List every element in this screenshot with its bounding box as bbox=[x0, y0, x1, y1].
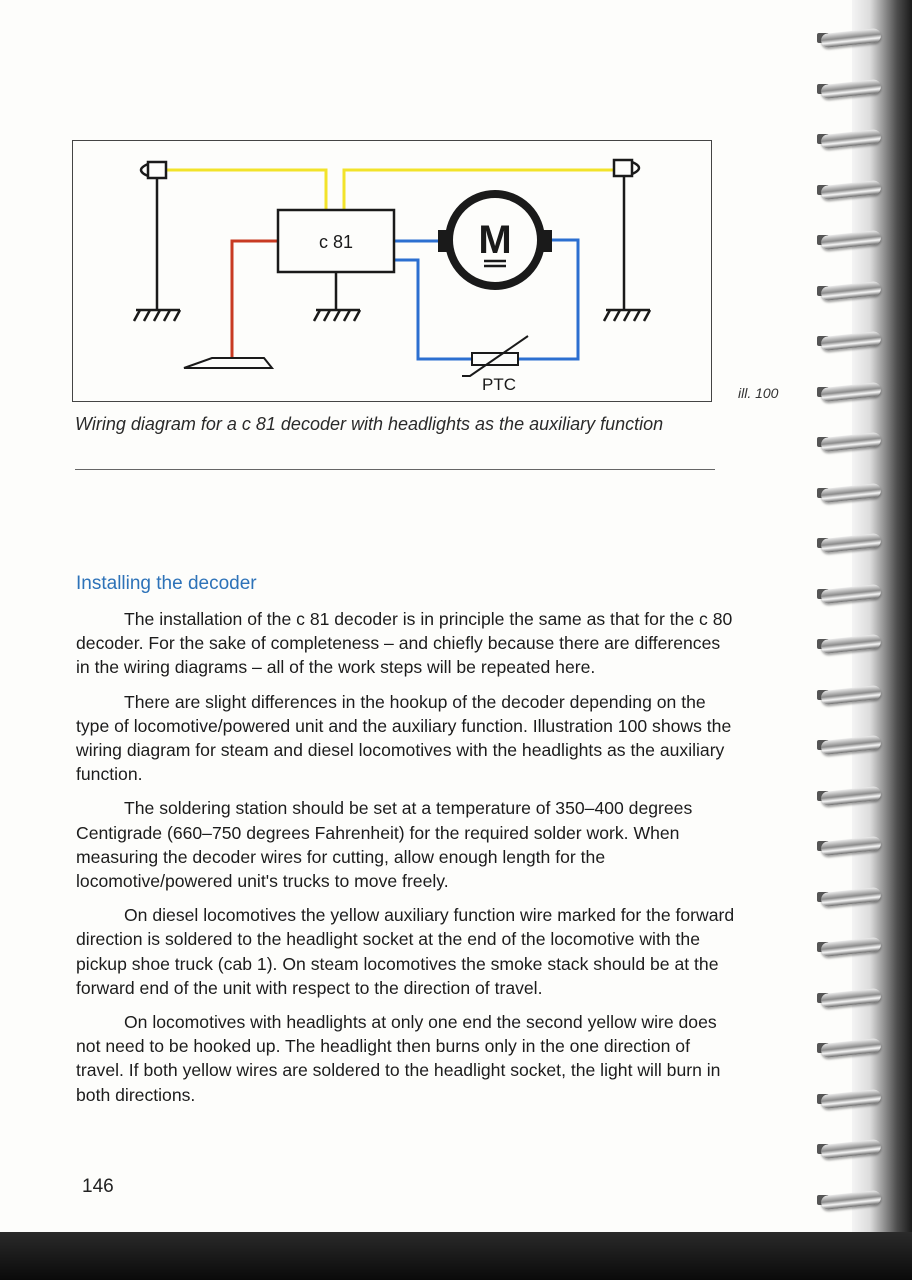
headlight-right bbox=[614, 160, 639, 310]
binding-ring bbox=[815, 836, 885, 858]
binding-ring bbox=[815, 786, 885, 808]
binding-ring bbox=[815, 634, 885, 656]
binding-ring bbox=[815, 180, 885, 202]
binding-ring bbox=[815, 230, 885, 252]
binding-ring bbox=[815, 584, 885, 606]
ground-decoder bbox=[314, 310, 360, 321]
binding-ring bbox=[815, 129, 885, 151]
binding-ring bbox=[815, 685, 885, 707]
binding-ring bbox=[815, 432, 885, 454]
paragraph: The installation of the c 81 decoder is in principle the same as that for the c 80 decoder. For the sake of completeness – and chiefly because there are differences in the wiring diagrams – all of the work steps will be repeated here. bbox=[76, 609, 733, 678]
binding-ring bbox=[815, 988, 885, 1010]
binding-ring bbox=[815, 281, 885, 303]
paragraph: On locomotives with headlights at only one end the second yellow wire does not need to be hooked up. The headlight then burns only in the one direction of travel. If both yellow wires are soldered to the headlight socket, the light will burn in both directions. bbox=[76, 1012, 721, 1105]
ground-right bbox=[604, 310, 650, 321]
binding-ring bbox=[815, 887, 885, 909]
page-bottom-shadow bbox=[0, 1232, 912, 1280]
paragraph: On diesel locomotives the yellow auxiliary function wire marked for the forward direction is soldered to the headlight socket at the end of the locomotive with the pickup shoe truck (cab 1). On steam locomotives the smoke stack should be at the forward end of the unit with respect to the direction of travel. bbox=[76, 905, 735, 998]
binding-ring bbox=[815, 382, 885, 404]
binding-ring bbox=[815, 331, 885, 353]
caption-divider bbox=[75, 469, 715, 470]
ptc-label: PTC bbox=[482, 375, 516, 394]
binding-ring bbox=[815, 483, 885, 505]
paragraph: There are slight differences in the hookup of the decoder depending on the type of locomotive/powered unit and the auxiliary function. Illustration 100 shows the wiring diagram for steam and diesel locomotives with the headlights as the auxiliary function. bbox=[76, 691, 732, 785]
paragraph: The soldering station should be set at a temperature of 350–400 degrees Centigrade (660–750 degrees Fahrenheit) for the required solder work. When measuring the decoder wires for cutting, allow enough length for the locomotive/powered unit's trucks to move freely. bbox=[76, 798, 693, 892]
body-text bbox=[76, 607, 736, 1117]
binding-ring bbox=[815, 1038, 885, 1060]
binding-ring bbox=[815, 533, 885, 555]
wiring-diagram bbox=[72, 140, 712, 402]
auxiliary-wire-yellow bbox=[166, 170, 614, 210]
illustration-number: ill. 100 bbox=[738, 385, 779, 401]
pickup-shoe bbox=[184, 358, 272, 368]
pickup-wire-red bbox=[232, 241, 278, 358]
motor-symbol bbox=[438, 194, 552, 286]
motor-label: M bbox=[478, 218, 512, 262]
binding-ring bbox=[815, 937, 885, 959]
binding-ring bbox=[815, 28, 885, 50]
decoder-label: c 81 bbox=[318, 232, 354, 252]
ptc-resistor bbox=[462, 336, 528, 376]
ground-left bbox=[134, 310, 180, 321]
binding-ring bbox=[815, 79, 885, 101]
binding-ring bbox=[815, 735, 885, 757]
binding-ring bbox=[815, 1089, 885, 1111]
binding-ring bbox=[815, 1139, 885, 1161]
section-heading: Installing the decoder bbox=[76, 573, 257, 594]
page-number: 146 bbox=[82, 1176, 114, 1197]
figure-caption: Wiring diagram for a c 81 decoder with headlights as the auxiliary function bbox=[75, 414, 664, 434]
binding-ring bbox=[815, 1190, 885, 1212]
headlight-left bbox=[141, 162, 166, 310]
